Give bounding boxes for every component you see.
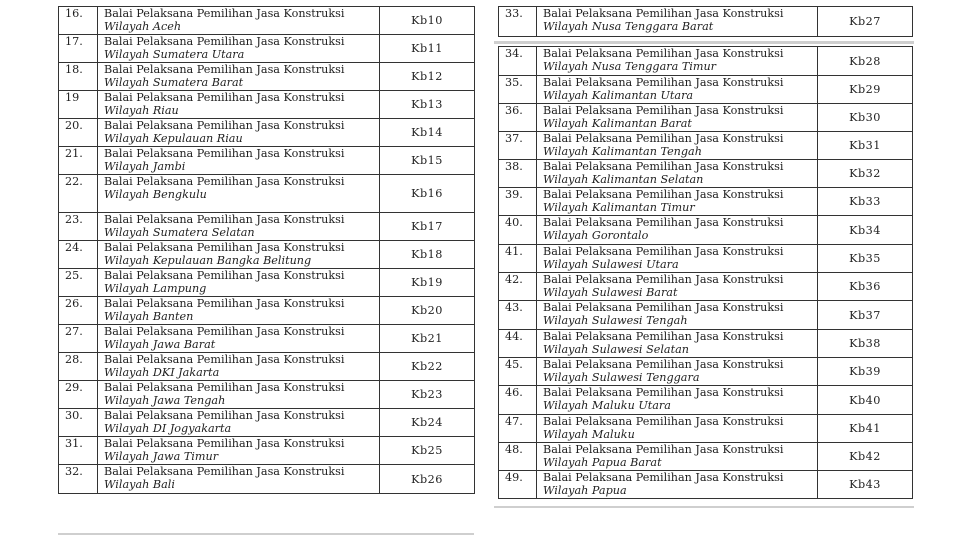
row-number: 19 bbox=[59, 91, 98, 119]
row-number: 39. bbox=[499, 188, 537, 216]
institution-region: Wilayah Kalimantan Barat bbox=[543, 117, 692, 130]
institution-name bbox=[98, 63, 380, 91]
institution-region: Wilayah Sulawesi Barat bbox=[543, 286, 678, 299]
table-row bbox=[59, 381, 475, 409]
row-number: 36. bbox=[499, 104, 537, 132]
region-code: Kb22 bbox=[380, 353, 475, 381]
institution-name-line1: Balai Pelaksana Pemilihan Jasa Konstruksi bbox=[104, 353, 345, 366]
region-code: Kb43 bbox=[818, 471, 913, 499]
institution-name bbox=[537, 104, 818, 132]
row-number: 25. bbox=[59, 269, 98, 297]
region-code: Kb11 bbox=[380, 35, 475, 63]
table-row bbox=[499, 188, 913, 216]
region-code: Kb41 bbox=[818, 415, 913, 443]
institution-region: Wilayah Sumatera Barat bbox=[104, 76, 244, 89]
row-number: 38. bbox=[499, 160, 537, 188]
table-row bbox=[59, 91, 475, 119]
right-top-table bbox=[498, 6, 913, 37]
region-code: Kb23 bbox=[380, 381, 475, 409]
institution-name-line1: Balai Pelaksana Pemilihan Jasa Konstruksi bbox=[543, 188, 784, 201]
institution-name-line1: Balai Pelaksana Pemilihan Jasa Konstruksi bbox=[543, 132, 784, 145]
institution-name bbox=[537, 7, 818, 37]
table-row bbox=[59, 241, 475, 269]
region-code: Kb35 bbox=[818, 245, 913, 273]
institution-region: Wilayah Kalimantan Timur bbox=[543, 201, 695, 214]
table-row bbox=[59, 437, 475, 465]
table-row bbox=[59, 35, 475, 63]
institution-region: Wilayah Kalimantan Utara bbox=[543, 89, 694, 102]
region-code: Kb24 bbox=[380, 409, 475, 437]
region-code: Kb37 bbox=[818, 301, 913, 330]
institution-name bbox=[537, 76, 818, 104]
institution-region: Wilayah Banten bbox=[104, 310, 194, 323]
institution-name-line1: Balai Pelaksana Pemilihan Jasa Konstruksi bbox=[104, 63, 345, 76]
table-row bbox=[59, 409, 475, 437]
row-number: 17. bbox=[59, 35, 98, 63]
institution-name-line1: Balai Pelaksana Pemilihan Jasa Konstruksi bbox=[543, 301, 784, 314]
institution-region: Wilayah Jawa Timur bbox=[104, 450, 219, 463]
institution-region: Wilayah Nusa Tenggara Timur bbox=[543, 60, 717, 73]
institution-name-line1: Balai Pelaksana Pemilihan Jasa Konstruksi bbox=[543, 415, 784, 428]
region-code: Kb33 bbox=[818, 188, 913, 216]
institution-name-line1: Balai Pelaksana Pemilihan Jasa Konstruksi bbox=[104, 409, 345, 422]
institution-region: Wilayah Sulawesi Tenggara bbox=[543, 371, 700, 384]
table-row bbox=[59, 63, 475, 91]
institution-region: Wilayah Jawa Barat bbox=[104, 338, 216, 351]
institution-name bbox=[98, 35, 380, 63]
table-row bbox=[499, 301, 913, 330]
institution-name-line1: Balai Pelaksana Pemilihan Jasa Konstruksi bbox=[543, 273, 784, 286]
institution-name bbox=[537, 160, 818, 188]
table-row bbox=[499, 245, 913, 273]
table-row bbox=[59, 213, 475, 241]
table-row bbox=[499, 160, 913, 188]
institution-name bbox=[98, 7, 380, 35]
region-code: Kb19 bbox=[380, 269, 475, 297]
row-number: 37. bbox=[499, 132, 537, 160]
institution-region: Wilayah Nusa Tenggara Barat bbox=[543, 20, 714, 33]
institution-region: Wilayah Kalimantan Tengah bbox=[543, 145, 702, 158]
row-number: 23. bbox=[59, 213, 98, 241]
institution-region: Wilayah Aceh bbox=[104, 20, 182, 33]
table-row bbox=[499, 76, 913, 104]
table-row bbox=[499, 358, 913, 386]
institution-name-line1: Balai Pelaksana Pemilihan Jasa Konstruksi bbox=[104, 91, 345, 104]
table-row bbox=[59, 325, 475, 353]
institution-name bbox=[537, 443, 818, 471]
institution-region: Wilayah Sumatera Selatan bbox=[104, 226, 255, 239]
table-row bbox=[499, 104, 913, 132]
table-row bbox=[499, 415, 913, 443]
institution-name-line1: Balai Pelaksana Pemilihan Jasa Konstruksi bbox=[543, 7, 784, 20]
institution-region: Wilayah Sulawesi Selatan bbox=[543, 343, 689, 356]
row-number: 44. bbox=[499, 330, 537, 358]
institution-name bbox=[537, 188, 818, 216]
region-code: Kb18 bbox=[380, 241, 475, 269]
region-code: Kb25 bbox=[380, 437, 475, 465]
institution-name-line1: Balai Pelaksana Pemilihan Jasa Konstruksi bbox=[543, 104, 784, 117]
institution-region: Wilayah Maluku Utara bbox=[543, 399, 671, 412]
table-row bbox=[499, 330, 913, 358]
institution-region: Wilayah DI Jogyakarta bbox=[104, 422, 232, 435]
region-code: Kb14 bbox=[380, 119, 475, 147]
institution-name-line1: Balai Pelaksana Pemilihan Jasa Konstruksi bbox=[104, 147, 345, 160]
region-code: Kb30 bbox=[818, 104, 913, 132]
institution-region: Wilayah Maluku bbox=[543, 428, 635, 441]
region-code: Kb31 bbox=[818, 132, 913, 160]
row-number: 24. bbox=[59, 241, 98, 269]
institution-name-line1: Balai Pelaksana Pemilihan Jasa Konstruksi bbox=[543, 245, 784, 258]
row-number: 20. bbox=[59, 119, 98, 147]
institution-name bbox=[98, 213, 380, 241]
institution-name-line1: Balai Pelaksana Pemilihan Jasa Konstruksi bbox=[104, 269, 345, 282]
institution-region: Wilayah Gorontalo bbox=[543, 229, 649, 242]
region-code: Kb38 bbox=[818, 330, 913, 358]
institution-name-line1: Balai Pelaksana Pemilihan Jasa Konstruksi bbox=[543, 443, 784, 456]
institution-name bbox=[537, 132, 818, 160]
institution-name bbox=[98, 409, 380, 437]
institution-name bbox=[98, 147, 380, 175]
institution-region: Wilayah Kepulauan Bangka Belitung bbox=[104, 254, 312, 267]
institution-name-line1: Balai Pelaksana Pemilihan Jasa Konstruksi bbox=[104, 381, 345, 394]
institution-name bbox=[537, 415, 818, 443]
table-row bbox=[59, 147, 475, 175]
region-code: Kb34 bbox=[818, 216, 913, 245]
institution-name bbox=[98, 241, 380, 269]
institution-name bbox=[98, 91, 380, 119]
institution-name-line1: Balai Pelaksana Pemilihan Jasa Konstruksi bbox=[543, 386, 784, 399]
region-code: Kb21 bbox=[380, 325, 475, 353]
institution-region: Wilayah Lampung bbox=[104, 282, 207, 295]
institution-region: Wilayah Kepulauan Riau bbox=[104, 132, 243, 145]
region-code: Kb12 bbox=[380, 63, 475, 91]
institution-region: Wilayah Papua bbox=[543, 484, 627, 497]
institution-name-line1: Balai Pelaksana Pemilihan Jasa Konstruksi bbox=[543, 471, 784, 484]
institution-region: Wilayah Kalimantan Selatan bbox=[543, 173, 704, 186]
institution-name-line1: Balai Pelaksana Pemilihan Jasa Konstruksi bbox=[104, 213, 345, 226]
row-number: 31. bbox=[59, 437, 98, 465]
institution-name bbox=[537, 273, 818, 301]
table-row bbox=[499, 471, 913, 499]
region-code: Kb17 bbox=[380, 213, 475, 241]
region-code: Kb27 bbox=[818, 7, 913, 37]
institution-name bbox=[98, 465, 380, 494]
left-table bbox=[58, 6, 475, 494]
institution-region: Wilayah DKI Jakarta bbox=[104, 366, 220, 379]
region-code: Kb40 bbox=[818, 386, 913, 415]
table-row bbox=[499, 273, 913, 301]
table-row bbox=[499, 216, 913, 245]
institution-name bbox=[98, 269, 380, 297]
institution-name bbox=[98, 353, 380, 381]
row-number: 48. bbox=[499, 443, 537, 471]
row-number: 18. bbox=[59, 63, 98, 91]
institution-name bbox=[537, 216, 818, 245]
institution-name-line1: Balai Pelaksana Pemilihan Jasa Konstruksi bbox=[104, 297, 345, 310]
institution-name-line1: Balai Pelaksana Pemilihan Jasa Konstruksi bbox=[104, 437, 345, 450]
row-number: 33. bbox=[499, 7, 537, 37]
institution-name-line1: Balai Pelaksana Pemilihan Jasa Konstruksi bbox=[104, 7, 345, 20]
row-number: 26. bbox=[59, 297, 98, 325]
region-code: Kb16 bbox=[380, 175, 475, 213]
region-code: Kb13 bbox=[380, 91, 475, 119]
institution-name bbox=[537, 245, 818, 273]
table-row bbox=[59, 269, 475, 297]
institution-name-line1: Balai Pelaksana Pemilihan Jasa Konstruksi bbox=[543, 76, 784, 89]
row-number: 32. bbox=[59, 465, 98, 494]
institution-name-line1: Balai Pelaksana Pemilihan Jasa Konstruksi bbox=[104, 35, 345, 48]
institution-name bbox=[98, 297, 380, 325]
table-row bbox=[499, 443, 913, 471]
institution-name bbox=[537, 386, 818, 415]
institution-name-line1: Balai Pelaksana Pemilihan Jasa Konstruksi bbox=[543, 358, 784, 371]
institution-name bbox=[98, 119, 380, 147]
institution-name bbox=[537, 47, 818, 76]
table-row bbox=[499, 132, 913, 160]
institution-name-line1: Balai Pelaksana Pemilihan Jasa Konstruksi bbox=[104, 241, 345, 254]
row-number: 22. bbox=[59, 175, 98, 213]
row-number: 40. bbox=[499, 216, 537, 245]
row-number: 28. bbox=[59, 353, 98, 381]
institution-name-line1: Balai Pelaksana Pemilihan Jasa Konstruksi bbox=[543, 47, 784, 60]
row-number: 41. bbox=[499, 245, 537, 273]
row-number: 47. bbox=[499, 415, 537, 443]
institution-name bbox=[537, 301, 818, 330]
row-number: 35. bbox=[499, 76, 537, 104]
table-row bbox=[59, 465, 475, 494]
right-table bbox=[498, 46, 913, 499]
region-code: Kb42 bbox=[818, 443, 913, 471]
row-number: 16. bbox=[59, 7, 98, 35]
institution-name bbox=[98, 325, 380, 353]
institution-name bbox=[98, 381, 380, 409]
table-row bbox=[499, 7, 913, 37]
region-code: Kb28 bbox=[818, 47, 913, 76]
institution-region: Wilayah Bengkulu bbox=[104, 188, 207, 201]
row-number: 34. bbox=[499, 47, 537, 76]
row-number: 45. bbox=[499, 358, 537, 386]
row-number: 21. bbox=[59, 147, 98, 175]
institution-region: Wilayah Sulawesi Tengah bbox=[543, 314, 688, 327]
right-page-edge bbox=[494, 506, 914, 508]
table-row bbox=[499, 386, 913, 415]
institution-name-line1: Balai Pelaksana Pemilihan Jasa Konstruksi bbox=[543, 160, 784, 173]
row-number: 27. bbox=[59, 325, 98, 353]
institution-region: Wilayah Jawa Tengah bbox=[104, 394, 226, 407]
institution-name bbox=[537, 358, 818, 386]
table-row bbox=[499, 47, 913, 76]
row-number: 30. bbox=[59, 409, 98, 437]
institution-name bbox=[537, 471, 818, 499]
region-code: Kb26 bbox=[380, 465, 475, 494]
institution-name bbox=[98, 437, 380, 465]
region-code: Kb32 bbox=[818, 160, 913, 188]
institution-name-line1: Balai Pelaksana Pemilihan Jasa Konstruksi bbox=[104, 465, 345, 478]
table-row bbox=[59, 119, 475, 147]
institution-name-line1: Balai Pelaksana Pemilihan Jasa Konstruksi bbox=[104, 325, 345, 338]
table-row bbox=[59, 175, 475, 213]
institution-name-line1: Balai Pelaksana Pemilihan Jasa Konstruksi bbox=[104, 119, 345, 132]
institution-name-line1: Balai Pelaksana Pemilihan Jasa Konstruksi bbox=[543, 330, 784, 343]
row-number: 46. bbox=[499, 386, 537, 415]
row-number: 29. bbox=[59, 381, 98, 409]
right-top-separator bbox=[494, 41, 914, 44]
institution-name-line1: Balai Pelaksana Pemilihan Jasa Konstruksi bbox=[543, 216, 784, 229]
left-page-edge bbox=[58, 533, 474, 535]
institution-name bbox=[537, 330, 818, 358]
region-code: Kb10 bbox=[380, 7, 475, 35]
institution-region: Wilayah Jambi bbox=[104, 160, 186, 173]
institution-region: Wilayah Sumatera Utara bbox=[104, 48, 245, 61]
region-code: Kb36 bbox=[818, 273, 913, 301]
institution-region: Wilayah Sulawesi Utara bbox=[543, 258, 679, 271]
row-number: 42. bbox=[499, 273, 537, 301]
institution-region: Wilayah Papua Barat bbox=[543, 456, 662, 469]
region-code: Kb39 bbox=[818, 358, 913, 386]
institution-region: Wilayah Bali bbox=[104, 478, 175, 491]
table-row bbox=[59, 353, 475, 381]
region-code: Kb29 bbox=[818, 76, 913, 104]
region-code: Kb20 bbox=[380, 297, 475, 325]
region-code: Kb15 bbox=[380, 147, 475, 175]
institution-region: Wilayah Riau bbox=[104, 104, 179, 117]
table-row bbox=[59, 7, 475, 35]
institution-name bbox=[98, 175, 380, 213]
institution-name-line1: Balai Pelaksana Pemilihan Jasa Konstruksi bbox=[104, 175, 345, 188]
table-row bbox=[59, 297, 475, 325]
row-number: 43. bbox=[499, 301, 537, 330]
row-number: 49. bbox=[499, 471, 537, 499]
